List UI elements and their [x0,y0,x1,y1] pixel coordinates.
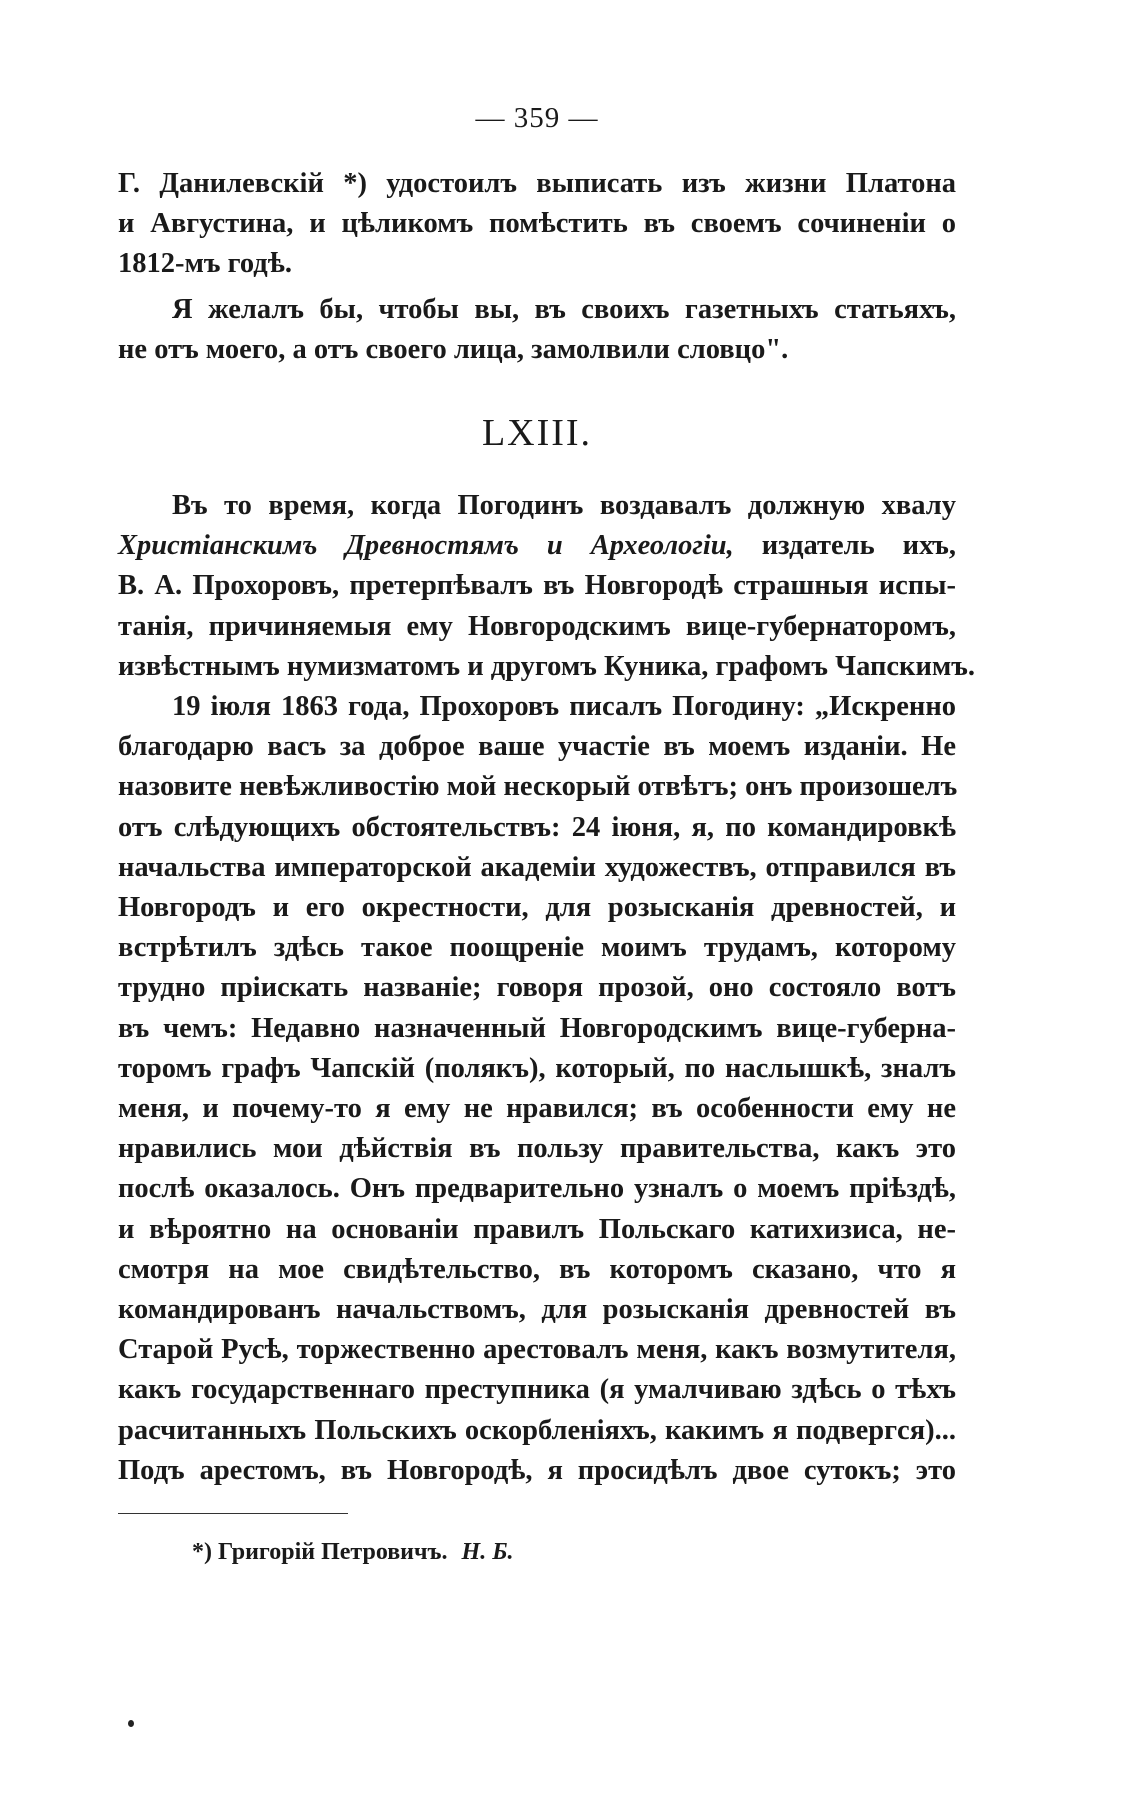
text-line: нравились мои дѣйствія въ пользу правительства, какъ это [118,1133,956,1165]
text-line: В. А. Прохоровъ, претерпѣвалъ въ Новгородѣ страшныя испы- [118,570,956,602]
text-line: въ чемъ: Недавно назначенный Новгородскимъ вице-губерна- [118,1012,956,1044]
ink-speck [128,1720,134,1727]
section-heading: LXIII. [481,412,593,455]
text-line: расчитанныхъ Польскихъ оскорбленіяхъ, какимъ я подвергся)... [118,1414,956,1446]
text-line [118,526,956,566]
footnote-text: *) Григорій Петровичъ. [192,1539,448,1566]
text-line: не отъ моего, а отъ своего лица, замолвили словцо". [118,333,789,365]
text-line: начальства императорской академіи художествъ, отправился въ [118,851,956,883]
book-page [118,100,976,1568]
text-line: трудно пріискать названіе; говоря прозой, оно состояло вотъ [118,972,956,1004]
italic-title: Христіанскимъ Древностямъ и Археологіи, [118,530,734,562]
text-line: Старой Русѣ, торжественно арестовалъ меня, какъ возмутителя, [118,1334,956,1366]
text-line: танія, причиняемыя ему Новгородскимъ вице-губернаторомъ, [118,610,956,642]
text-line: Г. Данилевскій *) удостоилъ выписать изъ жизни Платона [118,168,956,199]
section-paragraph-1 [118,486,976,687]
text-line: назовите невѣжливостію мой нескорый отвѣтъ; онъ произошелъ [118,771,958,803]
text-line: 1812-мъ годѣ. [118,248,292,280]
text-line: благодарю васъ за доброе ваше участіе въ моемъ изданіи. Не [118,731,956,763]
text-line: Новгородъ и его окрестности, для розысканія древностей, и [118,892,956,924]
text-line: Въ то время, когда Погодинъ воздавалъ должную хвалу [172,490,956,522]
text-line: отъ слѣдующихъ обстоятельствъ: 24 іюня, я, по командировкѣ [118,811,956,843]
text-line: командированъ начальствомъ, для розысканія древностей въ [118,1294,956,1326]
footnote [118,1536,956,1568]
text-line: извѣстнымъ нумизматомъ и другомъ Куника, графомъ Чапскимъ. [118,650,976,682]
text-line: и вѣроятно на основаніи правилъ Польскаго катихизиса, не- [118,1213,956,1245]
text-line: меня, и почему-то я ему не нравился; въ особенности ему не [118,1093,956,1125]
text-line: послѣ оказалось. Онъ предварительно узналъ о моемъ пріѣздѣ, [118,1173,956,1205]
footnote-initials: Н. Б. [461,1539,514,1566]
footnote-divider [118,1513,348,1514]
opening-paragraph [118,164,956,285]
section-paragraph-2 [118,687,956,1491]
text-fragment: издатель ихъ, [733,530,956,562]
text-line: какъ государственнаго преступника (я умалчиваю здѣсь о тѣхъ [118,1374,956,1406]
text-line: Я желалъ бы, чтобы вы, въ своихъ газетныхъ статьяхъ, [172,293,956,325]
text-line: 19 іюля 1863 года, Прохоровъ писалъ Погодину: „Искренно [172,691,956,723]
second-paragraph [118,290,956,370]
text-line: и Августина, и цѣликомъ помѣстить въ своемъ сочиненіи о [118,208,956,240]
text-line: встрѣтилъ здѣсь такое поощреніе моимъ трудамъ, которому [118,932,956,964]
text-line: торомъ графъ Чапскій (полякъ), который, по наслышкѣ, зналъ [118,1052,956,1084]
page-number: — 359 — [475,102,599,134]
text-line: смотря на мое свидѣтельство, въ которомъ сказано, что я [118,1253,956,1285]
text-line: Подъ арестомъ, въ Новгородѣ, я просидѣлъ двое сутокъ; это [118,1454,956,1486]
